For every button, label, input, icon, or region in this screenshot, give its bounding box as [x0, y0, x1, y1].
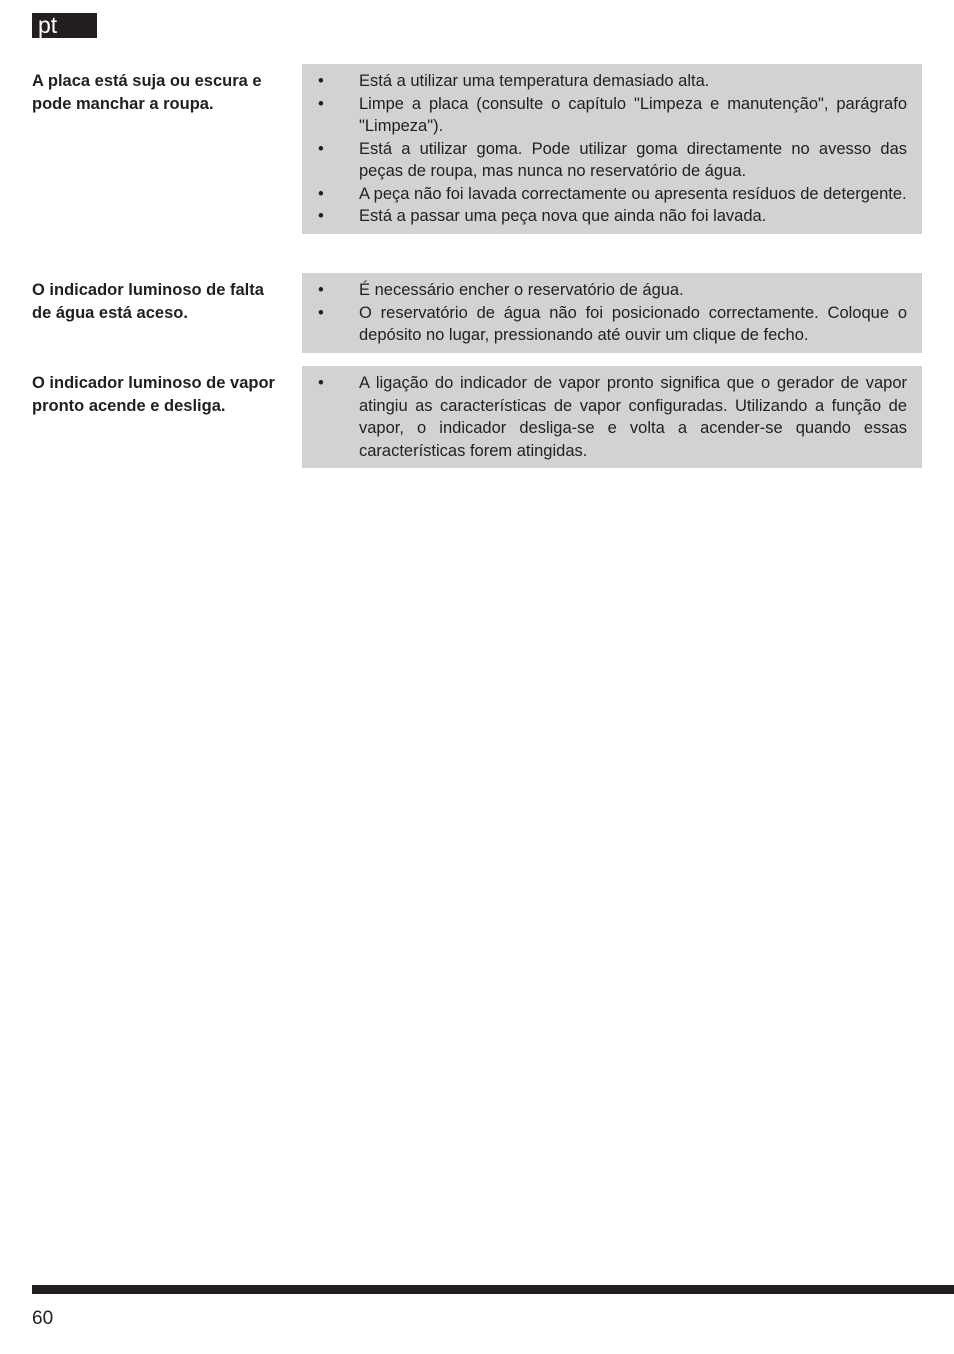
- solution-text: Limpe a placa (consulte o capítulo "Limpeza e manutenção", parágrafo "Limpeza").: [359, 94, 907, 135]
- solution-text: A peça não foi lavada correctamente ou apresenta resíduos de detergente.: [359, 184, 907, 203]
- solution-text: O reservatório de água não foi posicionado correctamente. Coloque o depósito no lugar, pressionando até ouvir um clique de fecho.: [359, 303, 907, 344]
- bullet-icon: •: [318, 94, 324, 113]
- footer-divider: [32, 1285, 954, 1294]
- solution-text: Está a utilizar uma temperatura demasiado alta.: [359, 72, 710, 90]
- solution-text: Está a passar uma peça nova que ainda não foi lavada.: [359, 207, 767, 225]
- page-number: 60: [32, 1308, 54, 1329]
- solution-text: A ligação do indicador de vapor pronto significa que o gerador de vapor atingiu as características de vapor configuradas. Utilizando a função de vapor, o indicador desliga-se e volta a acender-se quando essas características forem atingidas.: [359, 374, 907, 460]
- solution-item: [302, 205, 907, 228]
- solutions-box: [302, 366, 922, 468]
- bullet-icon: •: [318, 281, 324, 299]
- bullet-icon: •: [318, 72, 324, 90]
- solution-item: [302, 279, 907, 302]
- bullet-icon: •: [318, 139, 324, 158]
- solution-item: [302, 138, 907, 183]
- language-tag: pt: [32, 13, 97, 38]
- bullet-icon: •: [318, 184, 324, 203]
- solution-item: [302, 372, 907, 462]
- bullet-icon: •: [318, 374, 324, 392]
- problem-description: A placa está suja ou escura e pode manchar a roupa.: [32, 72, 262, 113]
- bullet-icon: •: [318, 303, 324, 322]
- solution-item: [302, 93, 907, 138]
- solution-text: É necessário encher o reservatório de água.: [359, 281, 684, 299]
- problem-description: O indicador luminoso de falta de água está aceso.: [32, 281, 264, 322]
- solution-item: [302, 70, 907, 93]
- solution-item: [302, 183, 907, 206]
- solutions-box: [302, 64, 922, 234]
- problem-description: O indicador luminoso de vapor pronto acende e desliga.: [32, 374, 275, 415]
- solution-item: [302, 302, 907, 347]
- solutions-box: [302, 273, 922, 353]
- solution-text: Está a utilizar goma. Pode utilizar goma directamente no avesso das peças de roupa, mas nunca no reservatório de água.: [359, 139, 907, 180]
- bullet-icon: •: [318, 207, 324, 225]
